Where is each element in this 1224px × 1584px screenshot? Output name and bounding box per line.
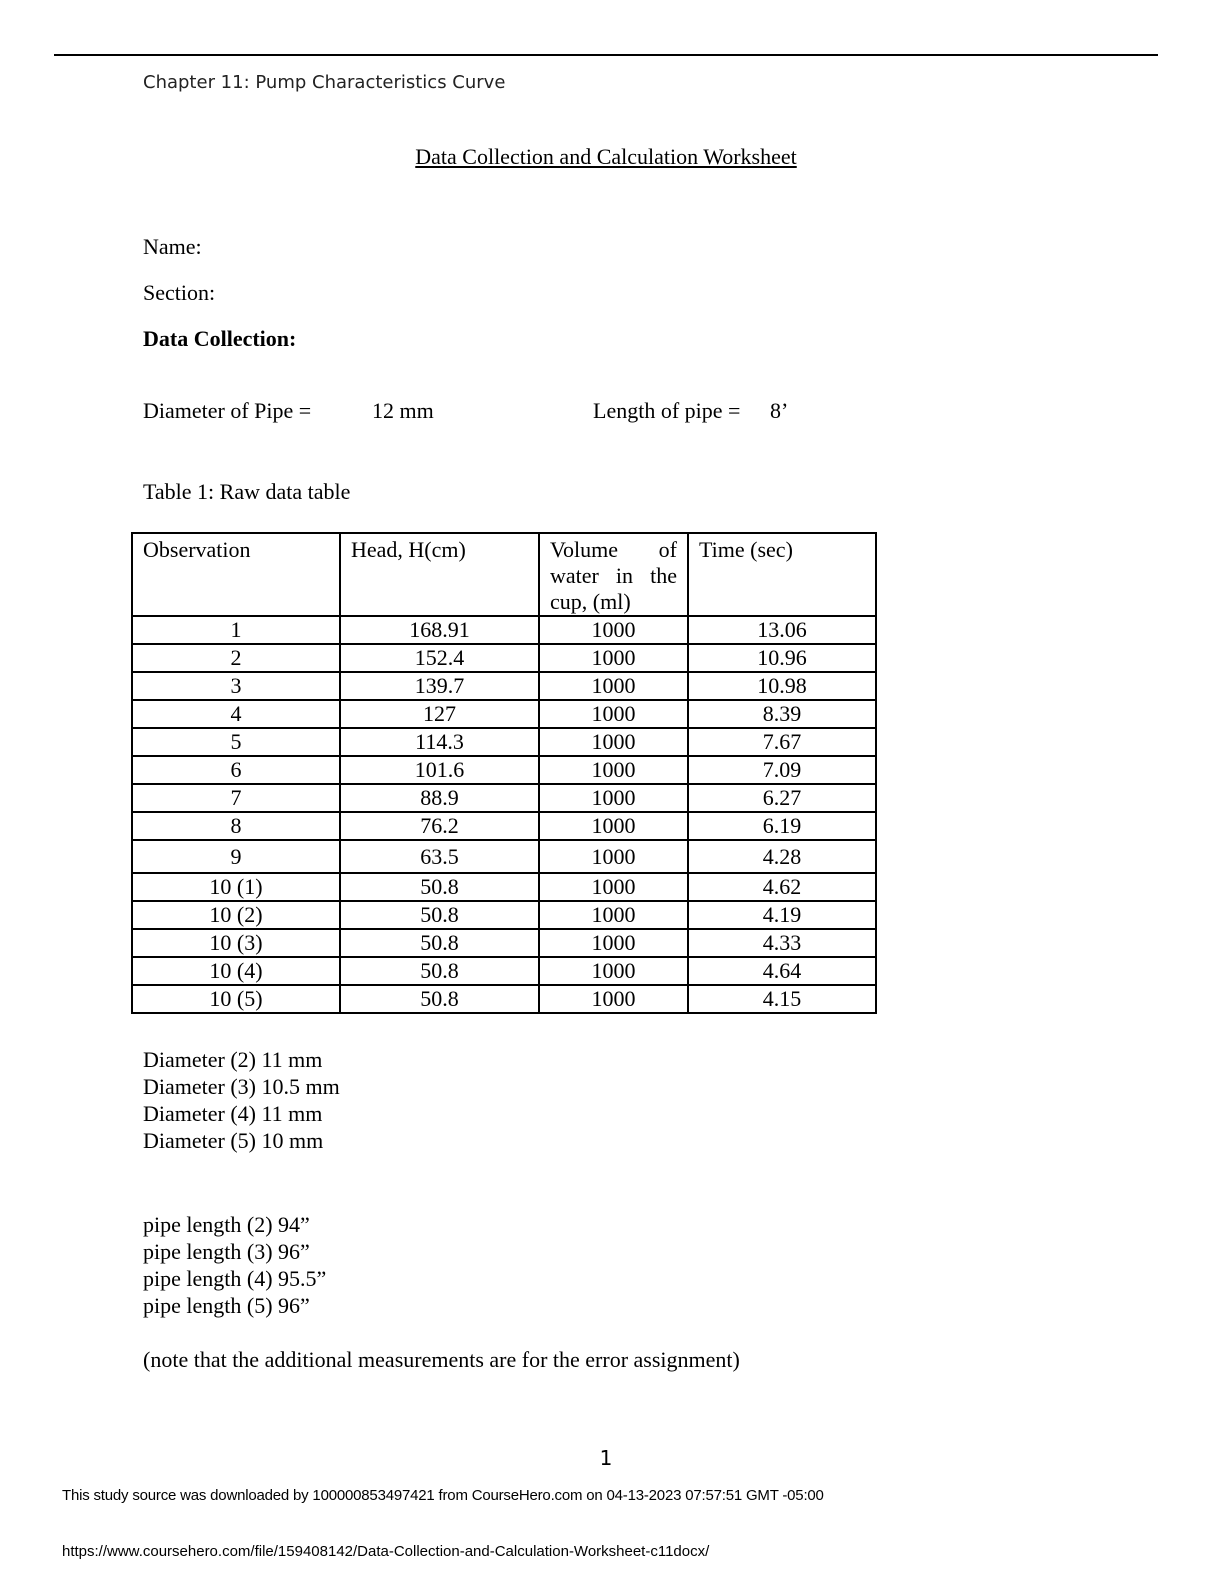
cell-volume: 1000 bbox=[539, 616, 688, 644]
header-time: Time (sec) bbox=[688, 533, 876, 616]
cell-observation: 10 (1) bbox=[132, 873, 340, 901]
cell-observation: 10 (4) bbox=[132, 957, 340, 985]
page-title bbox=[0, 144, 1212, 170]
cell-volume: 1000 bbox=[539, 957, 688, 985]
cell-volume: 1000 bbox=[539, 840, 688, 873]
table-row bbox=[132, 812, 876, 840]
cell-head: 50.8 bbox=[340, 901, 539, 929]
diameter-item: Diameter (3) 10.5 mm bbox=[143, 1074, 340, 1099]
table-row bbox=[132, 728, 876, 756]
header-rule bbox=[54, 54, 1158, 56]
table-row bbox=[132, 929, 876, 957]
cell-volume: 1000 bbox=[539, 812, 688, 840]
table-row bbox=[132, 985, 876, 1013]
chapter-header: Chapter 11: Pump Characteristics Curve bbox=[143, 72, 506, 93]
cell-time: 4.19 bbox=[688, 901, 876, 929]
table-row bbox=[132, 873, 876, 901]
header-volume-word: in bbox=[615, 563, 634, 588]
cell-observation: 8 bbox=[132, 812, 340, 840]
cell-head: 50.8 bbox=[340, 929, 539, 957]
table-row bbox=[132, 756, 876, 784]
cell-head: 139.7 bbox=[340, 672, 539, 700]
diameter-value: 12 mm bbox=[372, 398, 434, 423]
header-head: Head, H(cm) bbox=[340, 533, 539, 616]
diameter-list bbox=[143, 1046, 340, 1154]
cell-head: 76.2 bbox=[340, 812, 539, 840]
note-text: (note that the additional measurements are for the error assignment) bbox=[143, 1347, 740, 1372]
cell-head: 50.8 bbox=[340, 985, 539, 1013]
cell-volume: 1000 bbox=[539, 784, 688, 812]
diameter-item: Diameter (5) 10 mm bbox=[143, 1128, 324, 1153]
table-row bbox=[132, 700, 876, 728]
footer-url[interactable]: https://www.coursehero.com/file/159408142/Data-Collection-and-Calculation-Worksheet-c11docx/ bbox=[62, 1543, 710, 1560]
pipe-length-item: pipe length (3) 96” bbox=[143, 1239, 310, 1264]
raw-data-table bbox=[131, 532, 877, 1014]
page-title-text: Data Collection and Calculation Worksheet bbox=[415, 144, 797, 169]
cell-volume: 1000 bbox=[539, 901, 688, 929]
pipe-length-item: pipe length (5) 96” bbox=[143, 1293, 310, 1318]
cell-time: 7.09 bbox=[688, 756, 876, 784]
cell-time: 4.28 bbox=[688, 840, 876, 873]
table-caption: Table 1: Raw data table bbox=[143, 479, 351, 504]
cell-observation: 1 bbox=[132, 616, 340, 644]
header-volume-line1 bbox=[550, 537, 677, 563]
table-header-row bbox=[132, 533, 876, 616]
cell-time: 8.39 bbox=[688, 700, 876, 728]
cell-volume: 1000 bbox=[539, 644, 688, 672]
header-observation: Observation bbox=[132, 533, 340, 616]
cell-observation: 10 (5) bbox=[132, 985, 340, 1013]
length-value: 8’ bbox=[770, 398, 789, 423]
table-row bbox=[132, 901, 876, 929]
header-volume-word: Volume bbox=[550, 537, 619, 562]
cell-time: 6.27 bbox=[688, 784, 876, 812]
header-volume-word: water bbox=[550, 563, 599, 588]
diameter-item: Diameter (2) 11 mm bbox=[143, 1047, 323, 1072]
cell-head: 127 bbox=[340, 700, 539, 728]
table-row bbox=[132, 840, 876, 873]
cell-time: 4.64 bbox=[688, 957, 876, 985]
pipe-length-item: pipe length (4) 95.5” bbox=[143, 1266, 327, 1291]
table-row bbox=[132, 957, 876, 985]
cell-time: 4.62 bbox=[688, 873, 876, 901]
diameter-item: Diameter (4) 11 mm bbox=[143, 1101, 323, 1126]
table-row bbox=[132, 616, 876, 644]
pipe-length-list bbox=[143, 1211, 326, 1319]
header-volume-word: the bbox=[650, 563, 677, 588]
cell-head: 50.8 bbox=[340, 873, 539, 901]
cell-head: 168.91 bbox=[340, 616, 539, 644]
table-row bbox=[132, 784, 876, 812]
cell-observation: 10 (2) bbox=[132, 901, 340, 929]
header-volume-line3: cup, (ml) bbox=[550, 589, 631, 614]
cell-time: 7.67 bbox=[688, 728, 876, 756]
cell-head: 50.8 bbox=[340, 957, 539, 985]
cell-time: 10.98 bbox=[688, 672, 876, 700]
cell-time: 13.06 bbox=[688, 616, 876, 644]
table-row bbox=[132, 644, 876, 672]
table-row bbox=[132, 672, 876, 700]
cell-volume: 1000 bbox=[539, 700, 688, 728]
cell-volume: 1000 bbox=[539, 728, 688, 756]
length-label: Length of pipe = bbox=[593, 398, 741, 423]
cell-head: 152.4 bbox=[340, 644, 539, 672]
cell-observation: 3 bbox=[132, 672, 340, 700]
cell-head: 88.9 bbox=[340, 784, 539, 812]
cell-observation: 2 bbox=[132, 644, 340, 672]
header-volume-line2 bbox=[550, 563, 677, 589]
section-label: Section: bbox=[143, 280, 216, 305]
cell-head: 63.5 bbox=[340, 840, 539, 873]
page-number: 1 bbox=[599, 1446, 613, 1470]
cell-volume: 1000 bbox=[539, 873, 688, 901]
cell-observation: 5 bbox=[132, 728, 340, 756]
cell-observation: 4 bbox=[132, 700, 340, 728]
footer-source: This study source was downloaded by 100000853497421 from CourseHero.com on 04-13-2023 07:57:51 GMT -05:00 bbox=[62, 1487, 824, 1504]
cell-time: 6.19 bbox=[688, 812, 876, 840]
cell-observation: 10 (3) bbox=[132, 929, 340, 957]
cell-observation: 9 bbox=[132, 840, 340, 873]
diameter-label: Diameter of Pipe = bbox=[143, 398, 312, 423]
header-volume bbox=[539, 533, 688, 616]
cell-time: 4.33 bbox=[688, 929, 876, 957]
cell-head: 114.3 bbox=[340, 728, 539, 756]
cell-head: 101.6 bbox=[340, 756, 539, 784]
pipe-length-item: pipe length (2) 94” bbox=[143, 1212, 310, 1237]
cell-volume: 1000 bbox=[539, 756, 688, 784]
cell-time: 4.15 bbox=[688, 985, 876, 1013]
cell-time: 10.96 bbox=[688, 644, 876, 672]
cell-volume: 1000 bbox=[539, 672, 688, 700]
cell-volume: 1000 bbox=[539, 985, 688, 1013]
name-label: Name: bbox=[143, 234, 202, 259]
cell-volume: 1000 bbox=[539, 929, 688, 957]
cell-observation: 7 bbox=[132, 784, 340, 812]
cell-observation: 6 bbox=[132, 756, 340, 784]
data-collection-heading: Data Collection: bbox=[143, 326, 297, 351]
header-volume-word: of bbox=[658, 537, 677, 562]
